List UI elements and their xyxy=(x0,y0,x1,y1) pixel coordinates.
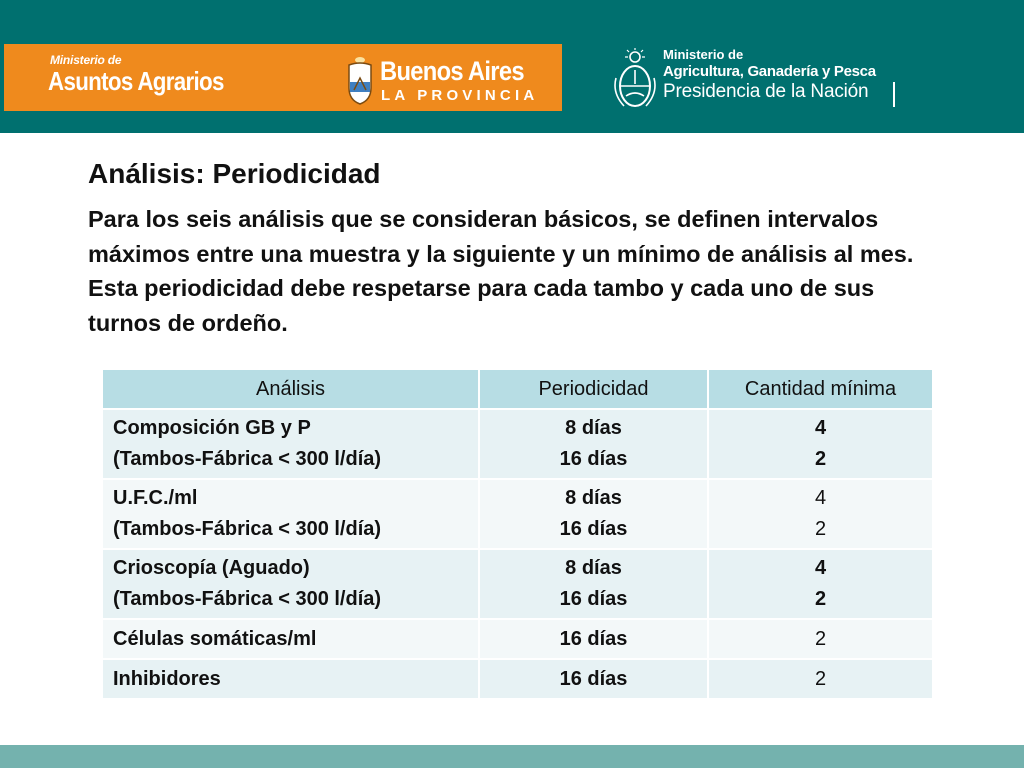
periodicity-value: 16 días xyxy=(559,667,628,690)
intro-paragraph: Para los seis análisis que se consideran básicos, se definen intervalos máximos entre una muestra y la siguiente y un mínimo de análisis al mes. Esta periodicidad debe respetarse para cada tambo y cada uno de sus turnos de ordeño. xyxy=(88,206,914,336)
periodicity-value: 8 días xyxy=(565,487,622,509)
analysis-name: Composición GB y P xyxy=(113,417,311,439)
minimum-value: 4 xyxy=(814,417,827,439)
analysis-name: U.F.C./ml xyxy=(113,487,198,509)
table-row xyxy=(102,479,933,549)
periodicity-value: 8 días xyxy=(565,557,622,579)
footer-bar xyxy=(0,745,1024,768)
minimum-cell xyxy=(708,409,933,479)
periodicity-table xyxy=(101,368,934,700)
minimum-value: 4 xyxy=(814,487,827,509)
periodicity-cell xyxy=(479,619,708,659)
nation-logo-line1: Ministerio de xyxy=(663,47,744,62)
analysis-cell xyxy=(102,549,479,619)
analysis-cell xyxy=(102,659,479,699)
analysis-name: Inhibidores xyxy=(113,667,221,690)
minimum-value: 2 xyxy=(814,518,827,540)
analysis-note: (Tambos-Fábrica < 300 l/día) xyxy=(113,448,382,470)
nation-logo-line3: Presidencia de la Nación xyxy=(663,81,869,102)
minimum-cell xyxy=(708,619,933,659)
page-title: Análisis: Periodicidad xyxy=(88,158,381,189)
periodicity-cell xyxy=(479,409,708,479)
minimum-cell xyxy=(708,479,933,549)
nation-logo-line2: Agricultura, Ganadería y Pesca xyxy=(663,63,876,80)
table-row xyxy=(102,619,933,659)
province-title: Buenos Aires xyxy=(380,56,524,86)
periodicity-value: 8 días xyxy=(565,417,622,439)
minimum-value: 2 xyxy=(814,448,827,470)
analysis-cell xyxy=(102,479,479,549)
minimum-value: 2 xyxy=(814,627,827,650)
nation-logo-divider xyxy=(893,82,895,107)
minimum-value: 2 xyxy=(814,667,827,690)
analysis-name: Crioscopía (Aguado) xyxy=(113,557,310,579)
minimum-value: 4 xyxy=(814,557,827,579)
table-header-row xyxy=(102,369,933,409)
periodicity-cell xyxy=(479,659,708,699)
analysis-name: Células somáticas/ml xyxy=(113,627,317,650)
header-analysis: Análisis xyxy=(102,369,479,409)
analysis-cell xyxy=(102,619,479,659)
minimum-value: 2 xyxy=(814,588,827,610)
province-shield-icon xyxy=(347,56,373,106)
national-seal-icon xyxy=(612,48,658,112)
table-row xyxy=(102,409,933,479)
periodicity-value: 16 días xyxy=(559,448,628,470)
periodicity-value: 16 días xyxy=(559,627,628,650)
table-row xyxy=(102,659,933,699)
province-subtitle: LA PROVINCIA xyxy=(381,87,539,104)
table-row xyxy=(102,549,933,619)
analysis-note: (Tambos-Fábrica < 300 l/día) xyxy=(113,588,382,610)
left-logo-line1: Ministerio de xyxy=(50,53,122,67)
minimum-cell xyxy=(708,659,933,699)
periodicity-cell xyxy=(479,479,708,549)
periodicity-value: 16 días xyxy=(559,518,628,540)
left-logo-line2: Asuntos Agrarios xyxy=(48,66,224,96)
analysis-note: (Tambos-Fábrica < 300 l/día) xyxy=(113,518,382,540)
analysis-cell xyxy=(102,409,479,479)
periodicity-value: 16 días xyxy=(559,588,628,610)
periodicity-cell xyxy=(479,549,708,619)
header-minimum: Cantidad mínima xyxy=(708,369,933,409)
minimum-cell xyxy=(708,549,933,619)
header-periodicity: Periodicidad xyxy=(479,369,708,409)
